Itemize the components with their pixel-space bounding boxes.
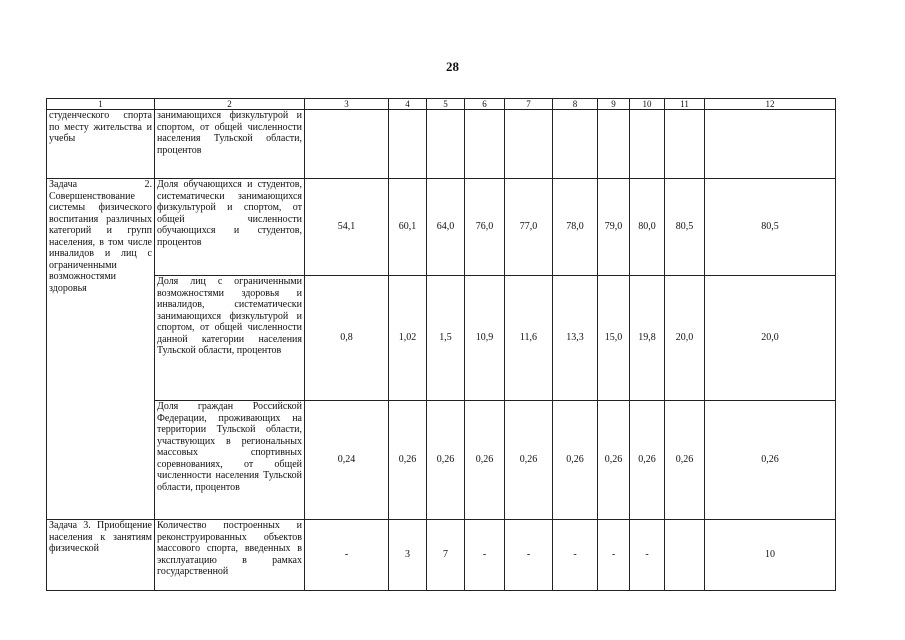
value-cell: 11,6 [505,276,553,401]
value-cell: 0,26 [465,401,505,520]
indicators-table [46,98,836,591]
header-cell: 3 [305,99,389,110]
value-cell: 10 [705,520,836,591]
value-cell [598,110,630,179]
value-cell: 78,0 [553,179,598,276]
value-cell: 13,3 [553,276,598,401]
header-cell: 6 [465,99,505,110]
value-cell: 0,26 [630,401,665,520]
value-cell: 10,9 [465,276,505,401]
indicator-cell: Доля граждан Российской Федерации, проживающих на территории Тульской области, участвующих в региональных массовых спортивных соревнованиях, от общей численности населения Тульской области, процентов [155,401,305,520]
value-cell: 64,0 [427,179,465,276]
table-row [47,110,836,179]
value-cell: 15,0 [598,276,630,401]
value-cell: 0,26 [427,401,465,520]
indicator-cell: Доля лиц с ограниченными возможностями здоровья и инвалидов, систематически занимающихся физкультурой и спортом, от общей численности данной категории населения Тульской области, процентов [155,276,305,401]
value-cell [305,110,389,179]
indicator-cell: занимающихся физкультурой и спортом, от общей численности населения Тульской области, процентов [155,110,305,179]
value-cell: 20,0 [665,276,705,401]
value-cell [427,110,465,179]
value-cell [465,110,505,179]
value-cell: - [465,520,505,591]
value-cell: 79,0 [598,179,630,276]
table-row [47,401,836,520]
value-cell: 20,0 [705,276,836,401]
value-cell: 1,5 [427,276,465,401]
page-number: 28 [446,59,459,74]
task-cell: Задача 2. Совершенствование системы физического воспитания различных категорий и групп населения, в том числе инвалидов и лиц с ограниченными возможностями здоровья [47,179,155,520]
header-cell: 12 [705,99,836,110]
value-cell: 80,5 [665,179,705,276]
header-cell: 5 [427,99,465,110]
value-cell: 54,1 [305,179,389,276]
value-cell: 0,8 [305,276,389,401]
header-cell: 4 [389,99,427,110]
value-cell: 0,26 [389,401,427,520]
value-cell: 80,0 [630,179,665,276]
value-cell: 0,26 [705,401,836,520]
indicator-cell: Количество построенных и реконструированных объектов массового спорта, введенных в эксплуатацию в рамках государственной [155,520,305,591]
value-cell: 0,26 [598,401,630,520]
value-cell [505,110,553,179]
header-cell: 1 [47,99,155,110]
value-cell [553,110,598,179]
task-cell: Задача 3. Приобщение населения к занятиям физической [47,520,155,591]
header-cell: 2 [155,99,305,110]
value-cell [630,110,665,179]
value-cell: - [305,520,389,591]
value-cell: - [505,520,553,591]
value-cell: 80,5 [705,179,836,276]
value-cell: - [630,520,665,591]
value-cell: 19,8 [630,276,665,401]
value-cell [665,520,705,591]
value-cell: 0,26 [505,401,553,520]
task-cell: студенческого спорта по месту жительства и учебы [47,110,155,179]
table-row [47,276,836,401]
value-cell: 77,0 [505,179,553,276]
value-cell [665,110,705,179]
header-cell: 7 [505,99,553,110]
header-row [47,99,836,110]
value-cell: - [553,520,598,591]
value-cell: 3 [389,520,427,591]
value-cell: - [598,520,630,591]
header-cell: 11 [665,99,705,110]
value-cell: 76,0 [465,179,505,276]
header-cell: 9 [598,99,630,110]
value-cell [705,110,836,179]
value-cell: 1,02 [389,276,427,401]
value-cell: 0,26 [553,401,598,520]
table-row [47,520,836,591]
value-cell [389,110,427,179]
value-cell: 0,26 [665,401,705,520]
header-cell: 8 [553,99,598,110]
value-cell: 0,24 [305,401,389,520]
value-cell: 60,1 [389,179,427,276]
indicator-cell: Доля обучающихся и студентов, систематически занимающихся физкультурой и спортом, от общей численности обучающихся и студентов, процентов [155,179,305,276]
value-cell: 7 [427,520,465,591]
header-cell: 10 [630,99,665,110]
table-row [47,179,836,276]
